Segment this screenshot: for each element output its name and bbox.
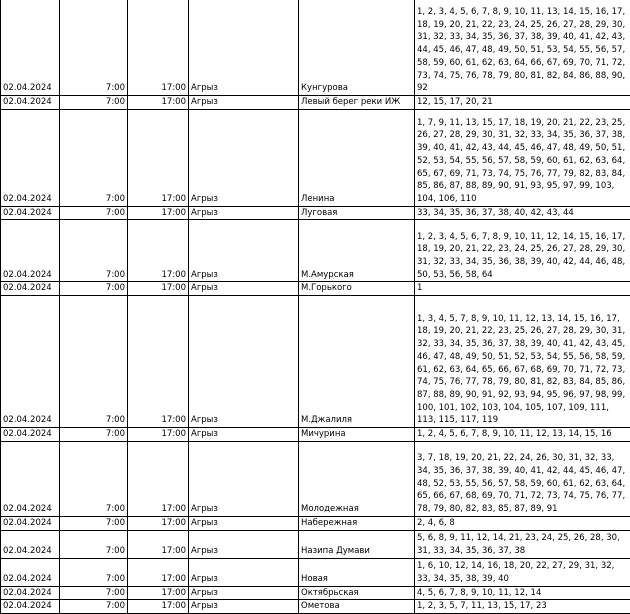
cell-date[interactable]: 02.04.2024	[1, 530, 60, 558]
cell-street[interactable]: М.Горького	[299, 282, 415, 296]
cell-house-numbers[interactable]: 3, 7, 18, 19, 20, 21, 22, 24, 26, 30, 31, 32, 33, 34, 35, 36, 37, 38, 39, 40, 41, 42, 44, 45, 46, 47, 48, 52, 53, 55, 56, 57, 58, 59, 60, 61, 62, 63, 64, 65, 66, 67, 68, 69, 70, 71, 72, 73, 74, 75, 76, 77, 78, 79, 80, 82, 83, 85, 87, 89, 91	[415, 441, 630, 516]
table-row	[1, 0, 630, 96]
cell-start-time[interactable]: 7:00	[60, 441, 128, 516]
cell-date[interactable]: 02.04.2024	[1, 206, 60, 220]
cell-street[interactable]: Ленина	[299, 109, 415, 206]
cell-date[interactable]: 02.04.2024	[1, 428, 60, 442]
cell-end-time[interactable]: 17:00	[128, 586, 189, 600]
cell-end-time[interactable]: 17:00	[128, 206, 189, 220]
cell-end-time[interactable]: 17:00	[128, 282, 189, 296]
cell-start-time[interactable]: 7:00	[60, 530, 128, 558]
cell-street[interactable]: Молодежная	[299, 441, 415, 516]
table-row	[1, 441, 630, 516]
table-row	[1, 282, 630, 296]
cell-street[interactable]: М.Амурская	[299, 220, 415, 282]
table-row	[1, 96, 630, 110]
table-row	[1, 109, 630, 206]
cell-locality[interactable]: Агрыз	[189, 428, 299, 442]
cell-start-time[interactable]: 7:00	[60, 558, 128, 586]
cell-locality[interactable]: Агрыз	[189, 206, 299, 220]
cell-locality[interactable]: Агрыз	[189, 220, 299, 282]
cell-start-time[interactable]: 7:00	[60, 282, 128, 296]
table-body	[1, 0, 630, 613]
cell-house-numbers[interactable]: 4, 5, 6, 7, 8, 9, 10, 11, 12, 14	[415, 586, 630, 600]
cell-end-time[interactable]: 17:00	[128, 428, 189, 442]
cell-house-numbers[interactable]: 1, 2, 3, 5, 7, 11, 13, 15, 17, 23	[415, 600, 630, 614]
table-row	[1, 600, 630, 614]
cell-end-time[interactable]: 17:00	[128, 600, 189, 614]
cell-street[interactable]: Мичурина	[299, 428, 415, 442]
cell-street[interactable]: Левый берег реки ИЖ	[299, 96, 415, 110]
cell-locality[interactable]: Агрыз	[189, 282, 299, 296]
cell-date[interactable]: 02.04.2024	[1, 586, 60, 600]
cell-house-numbers[interactable]: 1, 2, 3, 4, 5, 6, 7, 8, 9, 10, 11, 12, 14, 15, 16, 17, 18, 19, 20, 21, 22, 23, 24, 25, 26, 27, 28, 29, 30, 31, 32, 33, 34, 35, 36, 38, 39, 40, 42, 44, 46, 48, 50, 53, 56, 58, 64	[415, 220, 630, 282]
cell-start-time[interactable]: 7:00	[60, 296, 128, 428]
cell-street[interactable]: Набережная	[299, 516, 415, 530]
table-row	[1, 220, 630, 282]
cell-house-numbers[interactable]: 12, 15, 17, 20, 21	[415, 96, 630, 110]
cell-house-numbers[interactable]: 1	[415, 282, 630, 296]
cell-house-numbers[interactable]: 1, 7, 9, 11, 13, 15, 17, 18, 19, 20, 21, 22, 23, 25, 26, 27, 28, 29, 30, 31, 32, 33, 34, 35, 36, 37, 38, 39, 40, 41, 42, 43, 44, 45, 46, 47, 48, 49, 50, 51, 52, 53, 54, 55, 56, 57, 58, 59, 60, 61, 62, 63, 64, 65, 67, 69, 71, 73, 74, 75, 76, 77, 79, 82, 83, 84, 85, 86, 87, 88, 89, 90, 91, 93, 95, 97, 99, 103, 104, 106, 110	[415, 109, 630, 206]
cell-house-numbers[interactable]: 33, 34, 35, 36, 37, 38, 40, 42, 43, 44	[415, 206, 630, 220]
cell-street[interactable]: Луговая	[299, 206, 415, 220]
cell-end-time[interactable]: 17:00	[128, 558, 189, 586]
cell-date[interactable]: 02.04.2024	[1, 282, 60, 296]
cell-locality[interactable]: Агрыз	[189, 96, 299, 110]
cell-locality[interactable]: Агрыз	[189, 109, 299, 206]
cell-locality[interactable]: Агрыз	[189, 516, 299, 530]
table-row	[1, 206, 630, 220]
cell-street[interactable]: М.Джалиля	[299, 296, 415, 428]
cell-end-time[interactable]: 17:00	[128, 441, 189, 516]
cell-end-time[interactable]: 17:00	[128, 296, 189, 428]
cell-date[interactable]: 02.04.2024	[1, 296, 60, 428]
cell-street[interactable]: Кунгурова	[299, 0, 415, 96]
cell-locality[interactable]: Агрыз	[189, 441, 299, 516]
cell-date[interactable]: 02.04.2024	[1, 441, 60, 516]
cell-end-time[interactable]: 17:00	[128, 109, 189, 206]
cell-start-time[interactable]: 7:00	[60, 109, 128, 206]
cell-start-time[interactable]: 7:00	[60, 220, 128, 282]
table-row	[1, 428, 630, 442]
cell-street[interactable]: Ометова	[299, 600, 415, 614]
cell-date[interactable]: 02.04.2024	[1, 516, 60, 530]
cell-start-time[interactable]: 7:00	[60, 600, 128, 614]
cell-house-numbers[interactable]: 1, 2, 4, 5, 6, 7, 8, 9, 10, 11, 12, 13, 14, 15, 16	[415, 428, 630, 442]
cell-house-numbers[interactable]: 1, 2, 3, 4, 5, 6, 7, 8, 9, 10, 11, 13, 14, 15, 16, 17, 18, 19, 20, 21, 22, 23, 24, 25, 26, 27, 28, 29, 30, 31, 32, 33, 34, 35, 36, 37, 38, 39, 40, 41, 42, 43, 44, 45, 46, 47, 48, 49, 50, 51, 53, 54, 55, 56, 57, 58, 59, 60, 61, 62, 63, 64, 66, 67, 69, 70, 71, 72, 73, 74, 75, 76, 78, 79, 80, 81, 82, 84, 86, 88, 90, 92	[415, 0, 630, 96]
cell-date[interactable]: 02.04.2024	[1, 96, 60, 110]
table-row	[1, 530, 630, 558]
cell-start-time[interactable]: 7:00	[60, 96, 128, 110]
cell-date[interactable]: 02.04.2024	[1, 109, 60, 206]
cell-start-time[interactable]: 7:00	[60, 428, 128, 442]
table-row	[1, 516, 630, 530]
cell-locality[interactable]: Агрыз	[189, 600, 299, 614]
cell-date[interactable]: 02.04.2024	[1, 0, 60, 96]
cell-start-time[interactable]: 7:00	[60, 586, 128, 600]
cell-end-time[interactable]: 17:00	[128, 516, 189, 530]
cell-locality[interactable]: Агрыз	[189, 296, 299, 428]
cell-start-time[interactable]: 7:00	[60, 0, 128, 96]
cell-street[interactable]: Октябрьская	[299, 586, 415, 600]
cell-date[interactable]: 02.04.2024	[1, 600, 60, 614]
cell-end-time[interactable]: 17:00	[128, 96, 189, 110]
cell-end-time[interactable]: 17:00	[128, 530, 189, 558]
table-row	[1, 296, 630, 428]
cell-house-numbers[interactable]: 1, 3, 4, 5, 7, 8, 9, 10, 11, 12, 13, 14, 15, 16, 17, 18, 19, 20, 21, 22, 23, 25, 26, 27, 28, 29, 30, 31, 32, 33, 34, 35, 36, 37, 38, 39, 40, 41, 42, 43, 45, 46, 47, 48, 49, 50, 51, 52, 53, 54, 55, 56, 58, 59, 61, 62, 63, 64, 65, 66, 67, 68, 69, 70, 71, 72, 73, 74, 75, 76, 77, 78, 79, 80, 81, 82, 83, 84, 85, 86, 87, 88, 89, 90, 91, 92, 93, 94, 95, 96, 97, 98, 99, 100, 101, 102, 103, 104, 105, 107, 109, 111, 113, 115, 117, 119	[415, 296, 630, 428]
cell-house-numbers[interactable]: 5, 6, 8, 9, 11, 12, 14, 21, 23, 24, 25, 26, 28, 30, 31, 33, 34, 35, 36, 37, 38	[415, 530, 630, 558]
cell-start-time[interactable]: 7:00	[60, 206, 128, 220]
table-row	[1, 586, 630, 600]
cell-start-time[interactable]: 7:00	[60, 516, 128, 530]
cell-locality[interactable]: Агрыз	[189, 558, 299, 586]
table-row	[1, 558, 630, 586]
cell-end-time[interactable]: 17:00	[128, 220, 189, 282]
cell-end-time[interactable]: 17:00	[128, 0, 189, 96]
cell-street[interactable]: Назипа Думави	[299, 530, 415, 558]
cell-date[interactable]: 02.04.2024	[1, 558, 60, 586]
cell-house-numbers[interactable]: 2, 4, 6, 8	[415, 516, 630, 530]
cell-date[interactable]: 02.04.2024	[1, 220, 60, 282]
cell-locality[interactable]: Агрыз	[189, 0, 299, 96]
cell-street[interactable]: Новая	[299, 558, 415, 586]
cell-locality[interactable]: Агрыз	[189, 530, 299, 558]
cell-house-numbers[interactable]: 1, 6, 10, 12, 14, 16, 18, 20, 22, 27, 29, 31, 32, 33, 34, 35, 38, 39, 40	[415, 558, 630, 586]
cell-locality[interactable]: Агрыз	[189, 586, 299, 600]
